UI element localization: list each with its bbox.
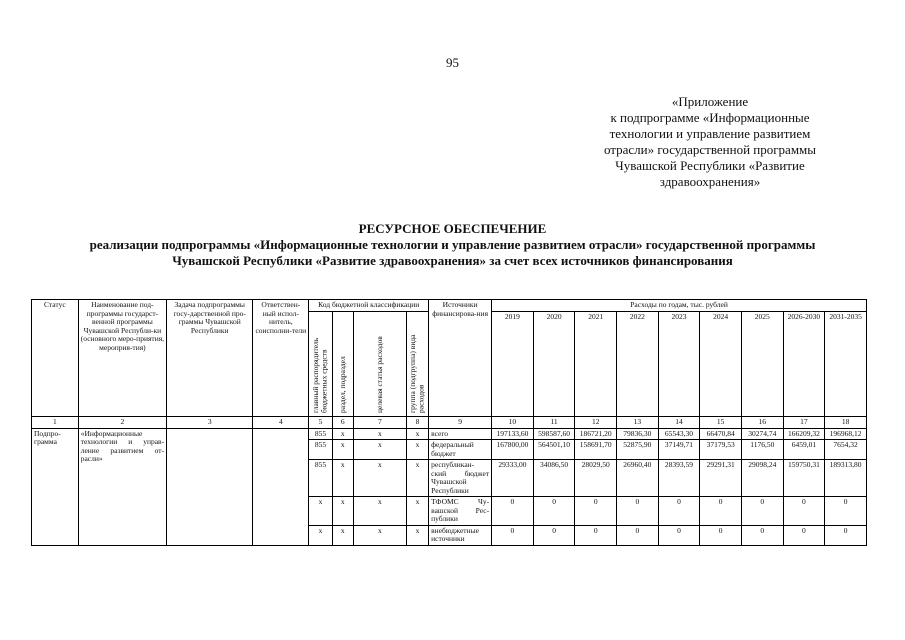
row-value: 197133,60: [492, 428, 534, 440]
row-value: 29098,24: [741, 460, 783, 497]
row-value: 0: [700, 525, 742, 545]
row-section-code: x: [332, 525, 353, 545]
row-value: 0: [658, 525, 700, 545]
column-number: 2: [78, 417, 166, 429]
header-year: 2020: [533, 311, 575, 417]
column-number: 14: [658, 417, 700, 429]
row-value: 196968,12: [825, 428, 867, 440]
row-value: 0: [825, 497, 867, 526]
header-year: 2021: [575, 311, 617, 417]
title-line: РЕСУРСНОЕ ОБЕСПЕЧЕНИЕ: [358, 221, 547, 236]
column-number: 13: [617, 417, 659, 429]
row-value: 0: [658, 497, 700, 526]
row-value: 29291,31: [700, 460, 742, 497]
header-year: 2024: [700, 311, 742, 417]
row-value: 0: [741, 525, 783, 545]
header-year: 2023: [658, 311, 700, 417]
row-source: внебюджетные источники: [429, 525, 492, 545]
row-value: 0: [492, 497, 534, 526]
row-value: 598587,60: [533, 428, 575, 440]
header-year: 2031-2035: [825, 311, 867, 417]
header-budget-sub-text: главный распорядитель бюджетных средств: [310, 337, 329, 413]
numbering-row: [32, 417, 867, 429]
header-budget-sub: [332, 311, 353, 417]
row-value: 37149,71: [658, 440, 700, 460]
header-year: 2025: [741, 311, 783, 417]
row-value: 0: [617, 497, 659, 526]
row-value: 0: [492, 525, 534, 545]
row-value: 26960,40: [617, 460, 659, 497]
row-expense-group: x: [406, 428, 428, 440]
appendix-line: «Приложение: [671, 94, 749, 109]
appendix-line: к подпрограмме «Информационные: [610, 110, 810, 125]
row-section-code: x: [332, 460, 353, 497]
row-value: 0: [575, 525, 617, 545]
row-value: 7654,32: [825, 440, 867, 460]
row-value: 6459,01: [783, 440, 825, 460]
row-value: 28393,59: [658, 460, 700, 497]
row-value: 159750,31: [783, 460, 825, 497]
header-budget-sub-text: группа (подгруппа) вида расходов: [407, 334, 426, 413]
row-budget-code: 855: [309, 428, 332, 440]
column-number: 6: [332, 417, 353, 429]
appendix-line: Чувашской Республики «Развитие: [615, 158, 805, 173]
row-value: 158691,70: [575, 440, 617, 460]
row-source: республикан-ский бюджет Чувашской Республики: [429, 460, 492, 497]
appendix-line: технологии и управление развитием: [609, 126, 811, 141]
row-target-code: x: [353, 497, 406, 526]
row-value: 0: [617, 525, 659, 545]
column-number: 1: [32, 417, 79, 429]
page-number: 95: [446, 55, 459, 70]
row-value: 186721,20: [575, 428, 617, 440]
row-value: 34086,50: [533, 460, 575, 497]
row-target-code: x: [353, 525, 406, 545]
row-value: 166209,32: [783, 428, 825, 440]
header-budget-sub: [353, 311, 406, 417]
row-value: 0: [741, 497, 783, 526]
header-budget-code: Код бюджетной классификации: [309, 300, 429, 312]
row-budget-code: 855: [309, 440, 332, 460]
title-line: реализации подпрограммы «Информационные технологии и управление развитием отрасли» государственной программы: [89, 237, 816, 252]
row-expense-group: x: [406, 460, 428, 497]
row-responsible: [253, 428, 309, 545]
row-budget-code: x: [309, 525, 332, 545]
row-value: 189313,80: [825, 460, 867, 497]
header-name: Наименование под-программы государст-венной программы Чувашской Республи-ки (основного меро-приятия, мероприя-тия): [78, 300, 166, 417]
header-row: [32, 300, 867, 312]
row-status: Подпро-грамма: [32, 428, 79, 545]
row-value: 0: [700, 497, 742, 526]
row-value: 79836,30: [617, 428, 659, 440]
row-value: 0: [575, 497, 617, 526]
row-value: 0: [533, 497, 575, 526]
column-number: 16: [741, 417, 783, 429]
row-value: 0: [533, 525, 575, 545]
header-task: Задача подпрограммы госу-дарственной про-граммы Чувашской Республики: [167, 300, 253, 417]
row-value: 66470,84: [700, 428, 742, 440]
column-number: 8: [406, 417, 428, 429]
row-expense-group: x: [406, 497, 428, 526]
row-task: [167, 428, 253, 545]
row-value: 29333,00: [492, 460, 534, 497]
row-value: 37179,53: [700, 440, 742, 460]
row-value: 28029,50: [575, 460, 617, 497]
title-line: Чувашской Республики «Развитие здравоохранения» за счет всех источников финансирования: [172, 253, 733, 268]
column-number: 18: [825, 417, 867, 429]
document-title: [30, 221, 875, 269]
row-target-code: x: [353, 440, 406, 460]
header-year: 2026-2030: [783, 311, 825, 417]
row-target-code: x: [353, 460, 406, 497]
row-source: ТФОМС Чу-вашской Рес-публики: [429, 497, 492, 526]
header-sources: Источники финансирова-ния: [429, 300, 492, 417]
column-number: 4: [253, 417, 309, 429]
header-expenses: Расходы по годам, тыс. рублей: [492, 300, 867, 312]
header-year: 2022: [617, 311, 659, 417]
row-value: 564501,10: [533, 440, 575, 460]
row-value: 0: [783, 525, 825, 545]
column-number: 7: [353, 417, 406, 429]
column-number: 17: [783, 417, 825, 429]
column-number: 9: [429, 417, 492, 429]
row-section-code: x: [332, 440, 353, 460]
header-budget-sub-text: целевая статья расходов: [374, 335, 384, 413]
column-number: 3: [167, 417, 253, 429]
row-section-code: x: [332, 497, 353, 526]
header-budget-sub: [309, 311, 332, 417]
row-target-code: x: [353, 428, 406, 440]
row-source: всего: [429, 428, 492, 440]
row-value: 30274,74: [741, 428, 783, 440]
row-value: 167800,00: [492, 440, 534, 460]
header-responsible: Ответствен-ный испол-нитель, соисполни-тели: [253, 300, 309, 417]
column-number: 12: [575, 417, 617, 429]
row-value: 65543,30: [658, 428, 700, 440]
column-number: 11: [533, 417, 575, 429]
data-rows: [32, 428, 867, 545]
row-budget-code: 855: [309, 460, 332, 497]
header-year: 2019: [492, 311, 534, 417]
row-value: 1176,50: [741, 440, 783, 460]
appendix-line: здравоохранения»: [659, 174, 761, 189]
table-row: [32, 428, 867, 440]
resource-table: [31, 299, 867, 546]
appendix-note: [585, 94, 835, 190]
row-value: 0: [783, 497, 825, 526]
row-value: 52875,90: [617, 440, 659, 460]
row-source: федеральный бюджет: [429, 440, 492, 460]
column-number: 10: [492, 417, 534, 429]
appendix-line: отрасли» государственной программы: [603, 142, 817, 157]
row-name: «Информационные технологии и управ-ление развитием от-расли»: [78, 428, 166, 545]
column-number: 5: [309, 417, 332, 429]
row-expense-group: x: [406, 525, 428, 545]
row-expense-group: x: [406, 440, 428, 460]
header-budget-sub-text: раздел, подраздел: [337, 355, 347, 413]
row-value: 0: [825, 525, 867, 545]
header-status: Статус: [32, 300, 79, 417]
column-number: 15: [700, 417, 742, 429]
row-budget-code: x: [309, 497, 332, 526]
row-section-code: x: [332, 428, 353, 440]
header-budget-sub: [406, 311, 428, 417]
